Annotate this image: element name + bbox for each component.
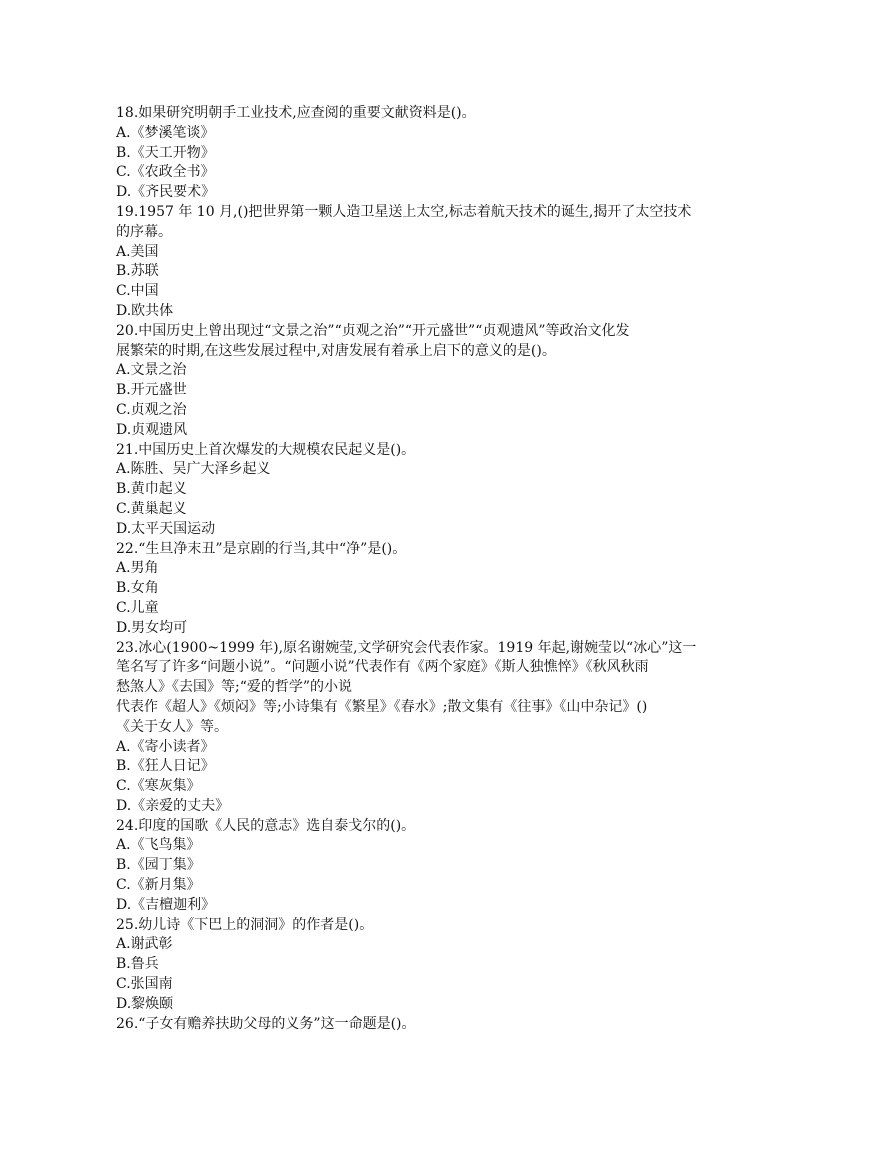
question-23-continued: 笔名写了许多“问题小说”。“问题小说”代表作有《两个家庭》《斯人独憔悴》《秋风秋雨 — [116, 659, 649, 676]
exam-questions — [116, 104, 766, 1034]
option-b: B.女角 — [116, 580, 159, 597]
option-a: A.《梦溪笔谈》 — [116, 124, 215, 141]
question-20: 20.中国历史上曾出现过“文景之治”“贞观之治”“开元盛世”“贞观遗风”等政治文化发 — [116, 322, 630, 339]
question-25: 25.幼儿诗《下巴上的洞洞》的作者是()。 — [116, 916, 374, 933]
option-d: D.太平天国运动 — [116, 520, 216, 537]
question-23-continued: 愁煞人》《去国》等;“爱的哲学”的小说 — [116, 679, 353, 696]
option-c: C.黄巢起义 — [116, 500, 187, 517]
question-23: 23.冰心(1900~1999 年),原名谢婉莹,文学研究会代表作家。1919 年起,谢婉莹以“冰心”这一 — [116, 639, 697, 656]
option-c: C.《寒灰集》 — [116, 778, 201, 795]
option-a: A.男角 — [116, 560, 159, 577]
question-26: 26.“子女有赡养扶助父母的义务”这一命题是()。 — [116, 1015, 416, 1032]
option-a: A.文景之治 — [116, 362, 187, 379]
option-c: C.中国 — [116, 283, 159, 300]
option-b: B.鲁兵 — [116, 956, 159, 973]
question-20-continued: 展繁荣的时期,在这些发展过程中,对唐发展有着承上启下的意义的是()。 — [116, 342, 556, 359]
option-b: B.苏联 — [116, 263, 159, 280]
option-b: B.开元盛世 — [116, 382, 187, 399]
question-18: 18.如果研究明朝手工业技术,应查阅的重要文献资料是()。 — [116, 105, 476, 121]
question-21: 21.中国历史上首次爆发的大规模农民起义是()。 — [116, 441, 416, 458]
question-22: 22.“生旦净末丑”是京剧的行当,其中“净”是()。 — [116, 540, 407, 557]
option-c: C.张国南 — [116, 976, 173, 993]
option-b: B.《狂人日记》 — [116, 758, 215, 775]
option-a: A.陈胜、吴广大泽乡起义 — [116, 461, 271, 478]
option-a: A.美国 — [116, 243, 159, 260]
question-19-continued: 的序幕。 — [116, 223, 172, 240]
option-c: C.儿童 — [116, 599, 159, 616]
option-c: C.贞观之治 — [116, 401, 187, 418]
question-19: 19.1957 年 10 月,()把世界第一颗人造卫星送上太空,标志着航天技术的诞生,揭开了太空技术 — [116, 203, 692, 220]
option-d: D.贞观遗风 — [116, 421, 188, 438]
question-23-continued: 代表作《超人》《烦闷》等;小诗集有《繁星》《春水》;散文集有《往事》《山中杂记》() — [116, 698, 648, 715]
option-d: D.男女均可 — [116, 619, 188, 636]
question-24: 24.印度的国歌《人民的意志》选自泰戈尔的()。 — [116, 817, 416, 834]
question-23-continued: 《关于女人》等。 — [116, 718, 228, 735]
option-b: B.黄巾起义 — [116, 481, 187, 498]
option-a: A.《寄小读者》 — [116, 738, 215, 755]
option-d: D.《齐民要术》 — [116, 184, 216, 201]
option-d: D.欧共体 — [116, 302, 174, 319]
option-b: B.《园丁集》 — [116, 857, 201, 874]
option-c: C.《农政全书》 — [116, 164, 215, 181]
option-d: D.黎焕颐 — [116, 995, 174, 1012]
option-c: C.《新月集》 — [116, 877, 201, 894]
option-a: A.《飞鸟集》 — [116, 837, 201, 854]
option-a: A.谢武彰 — [116, 936, 173, 953]
option-d: D.《吉檀迦利》 — [116, 896, 216, 913]
option-b: B.《天工开物》 — [116, 144, 215, 161]
option-d: D.《亲爱的丈夫》 — [116, 797, 230, 814]
